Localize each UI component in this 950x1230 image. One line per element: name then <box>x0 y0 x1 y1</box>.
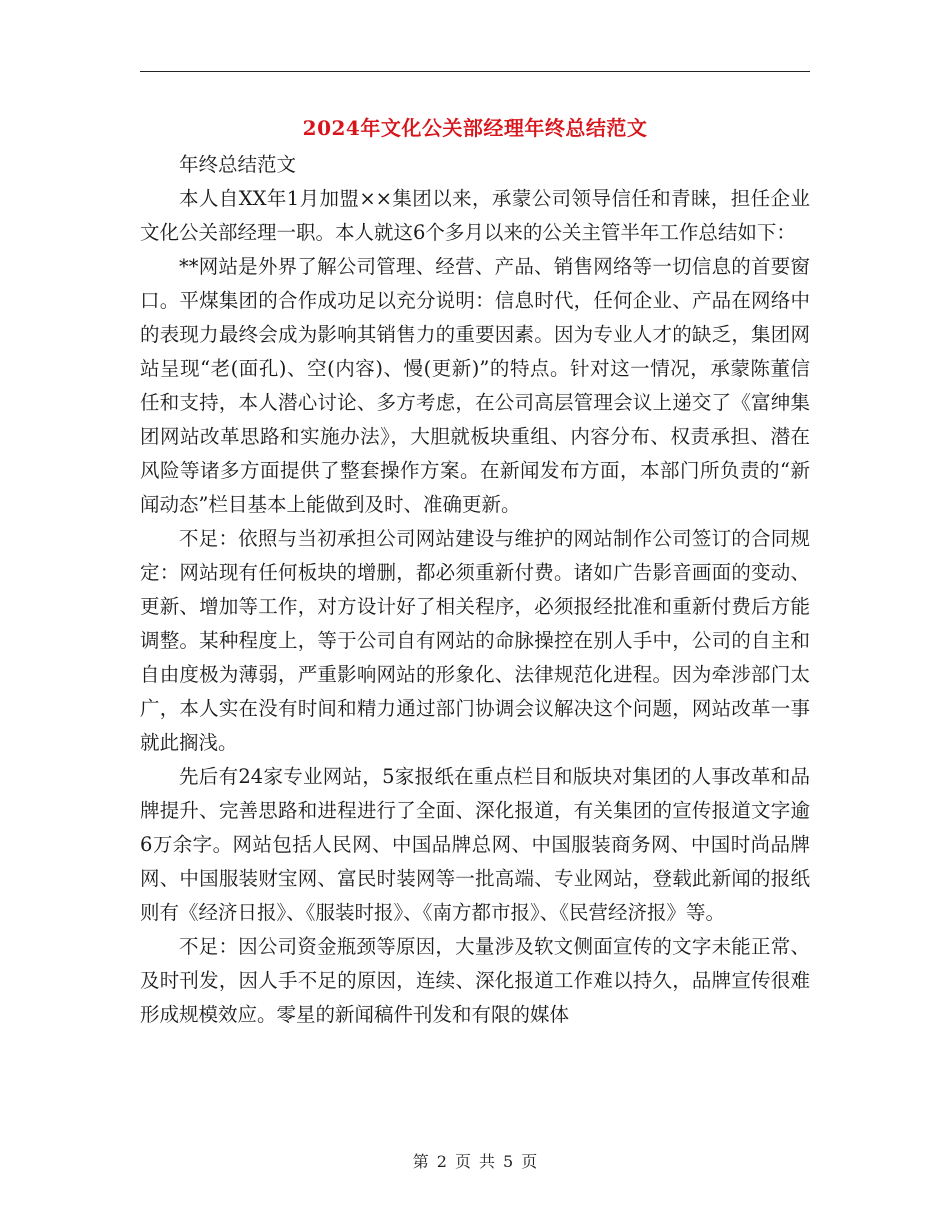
paragraph: 不足：因公司资金瓶颈等原因，大量涉及软文侧面宣传的文字未能正常、及时刊发，因人手不足的原因，连续、深化报道工作难以持久，品牌宣传很难形成规模效应。零星的新闻稿件刊发和有限的媒体 <box>140 935 810 1026</box>
footer-current-page: 2 <box>436 1152 447 1171</box>
header-rule <box>140 71 810 72</box>
paragraph: 年终总结范文 <box>179 153 297 176</box>
paragraph: 不足：依照与当初承担公司网站建设与维护的网站制作公司签订的合同规定：网站现有任何板块的增删，都必须重新付费。诸如广告影音画面的变动、更新、增加等工作，对方设计好了相关程序，必须报经批准和重新付费后方能调整。某种程度上，等于公司自有网站的命脉操控在别人手中，公司的自主和自由度极为薄弱，严重影响网站的形象化、法律规范化进程。因为牵涉部门太广，本人实在没有时间和精力通过部门协调会议解决这个问题，网站改革一事就此搁浅。 <box>140 527 810 754</box>
footer-page-prefix: 第 <box>412 1152 429 1171</box>
paragraph: 本人自XX年1月加盟××集团以来，承蒙公司领导信任和青睐，担任企业文化公关部经理一职。本人就这6个多月以来的公关主管半年工作总结如下： <box>140 187 810 244</box>
paragraph: 先后有24家专业网站，5家报纸在重点栏目和版块对集团的人事改革和品牌提升、完善思路和进程进行了全面、深化报道，有关集团的宣传报道文字逾6万余字。网站包括人民网、中国品牌总网、中国服装商务网、中国时尚品牌网、中国服装财宝网、富民时装网等一批高端、专业网站，登载此新闻的报纸则有《经济日报》、《服装时报》、《南方都市报》、《民营经济报》等。 <box>140 765 810 924</box>
document-body <box>140 148 810 1032</box>
footer-total-prefix: 共 <box>479 1152 496 1171</box>
page-footer <box>0 1150 950 1174</box>
footer-page-unit: 页 <box>454 1152 471 1171</box>
footer-total-pages: 5 <box>503 1152 514 1171</box>
document-title: 2024年文化公关部经理年终总结范文 <box>302 116 648 140</box>
paragraph: **网站是外界了解公司管理、经营、产品、销售网络等一切信息的首要窗口。平煤集团的合作成功足以充分说明：信息时代，任何企业、产品在网络中的表现力最终会成为影响其销售力的重要因素。因为专业人才的缺乏，集团网站呈现“老(面孔)、空(内容)、慢(更新)”的特点。针对这一情况，承蒙陈董信任和支持，本人潜心讨论、多方考虑，在公司高层管理会议上递交了《富绅集团网站改革思路和实施办法》，大胆就板块重组、内容分布、权责承担、潜在风险等诸多方面提供了整套操作方案。在新闻发布方面，本部门所负责的“新闻动态”栏目基本上能做到及时、准确更新。 <box>140 255 810 516</box>
footer-total-unit: 页 <box>521 1152 538 1171</box>
